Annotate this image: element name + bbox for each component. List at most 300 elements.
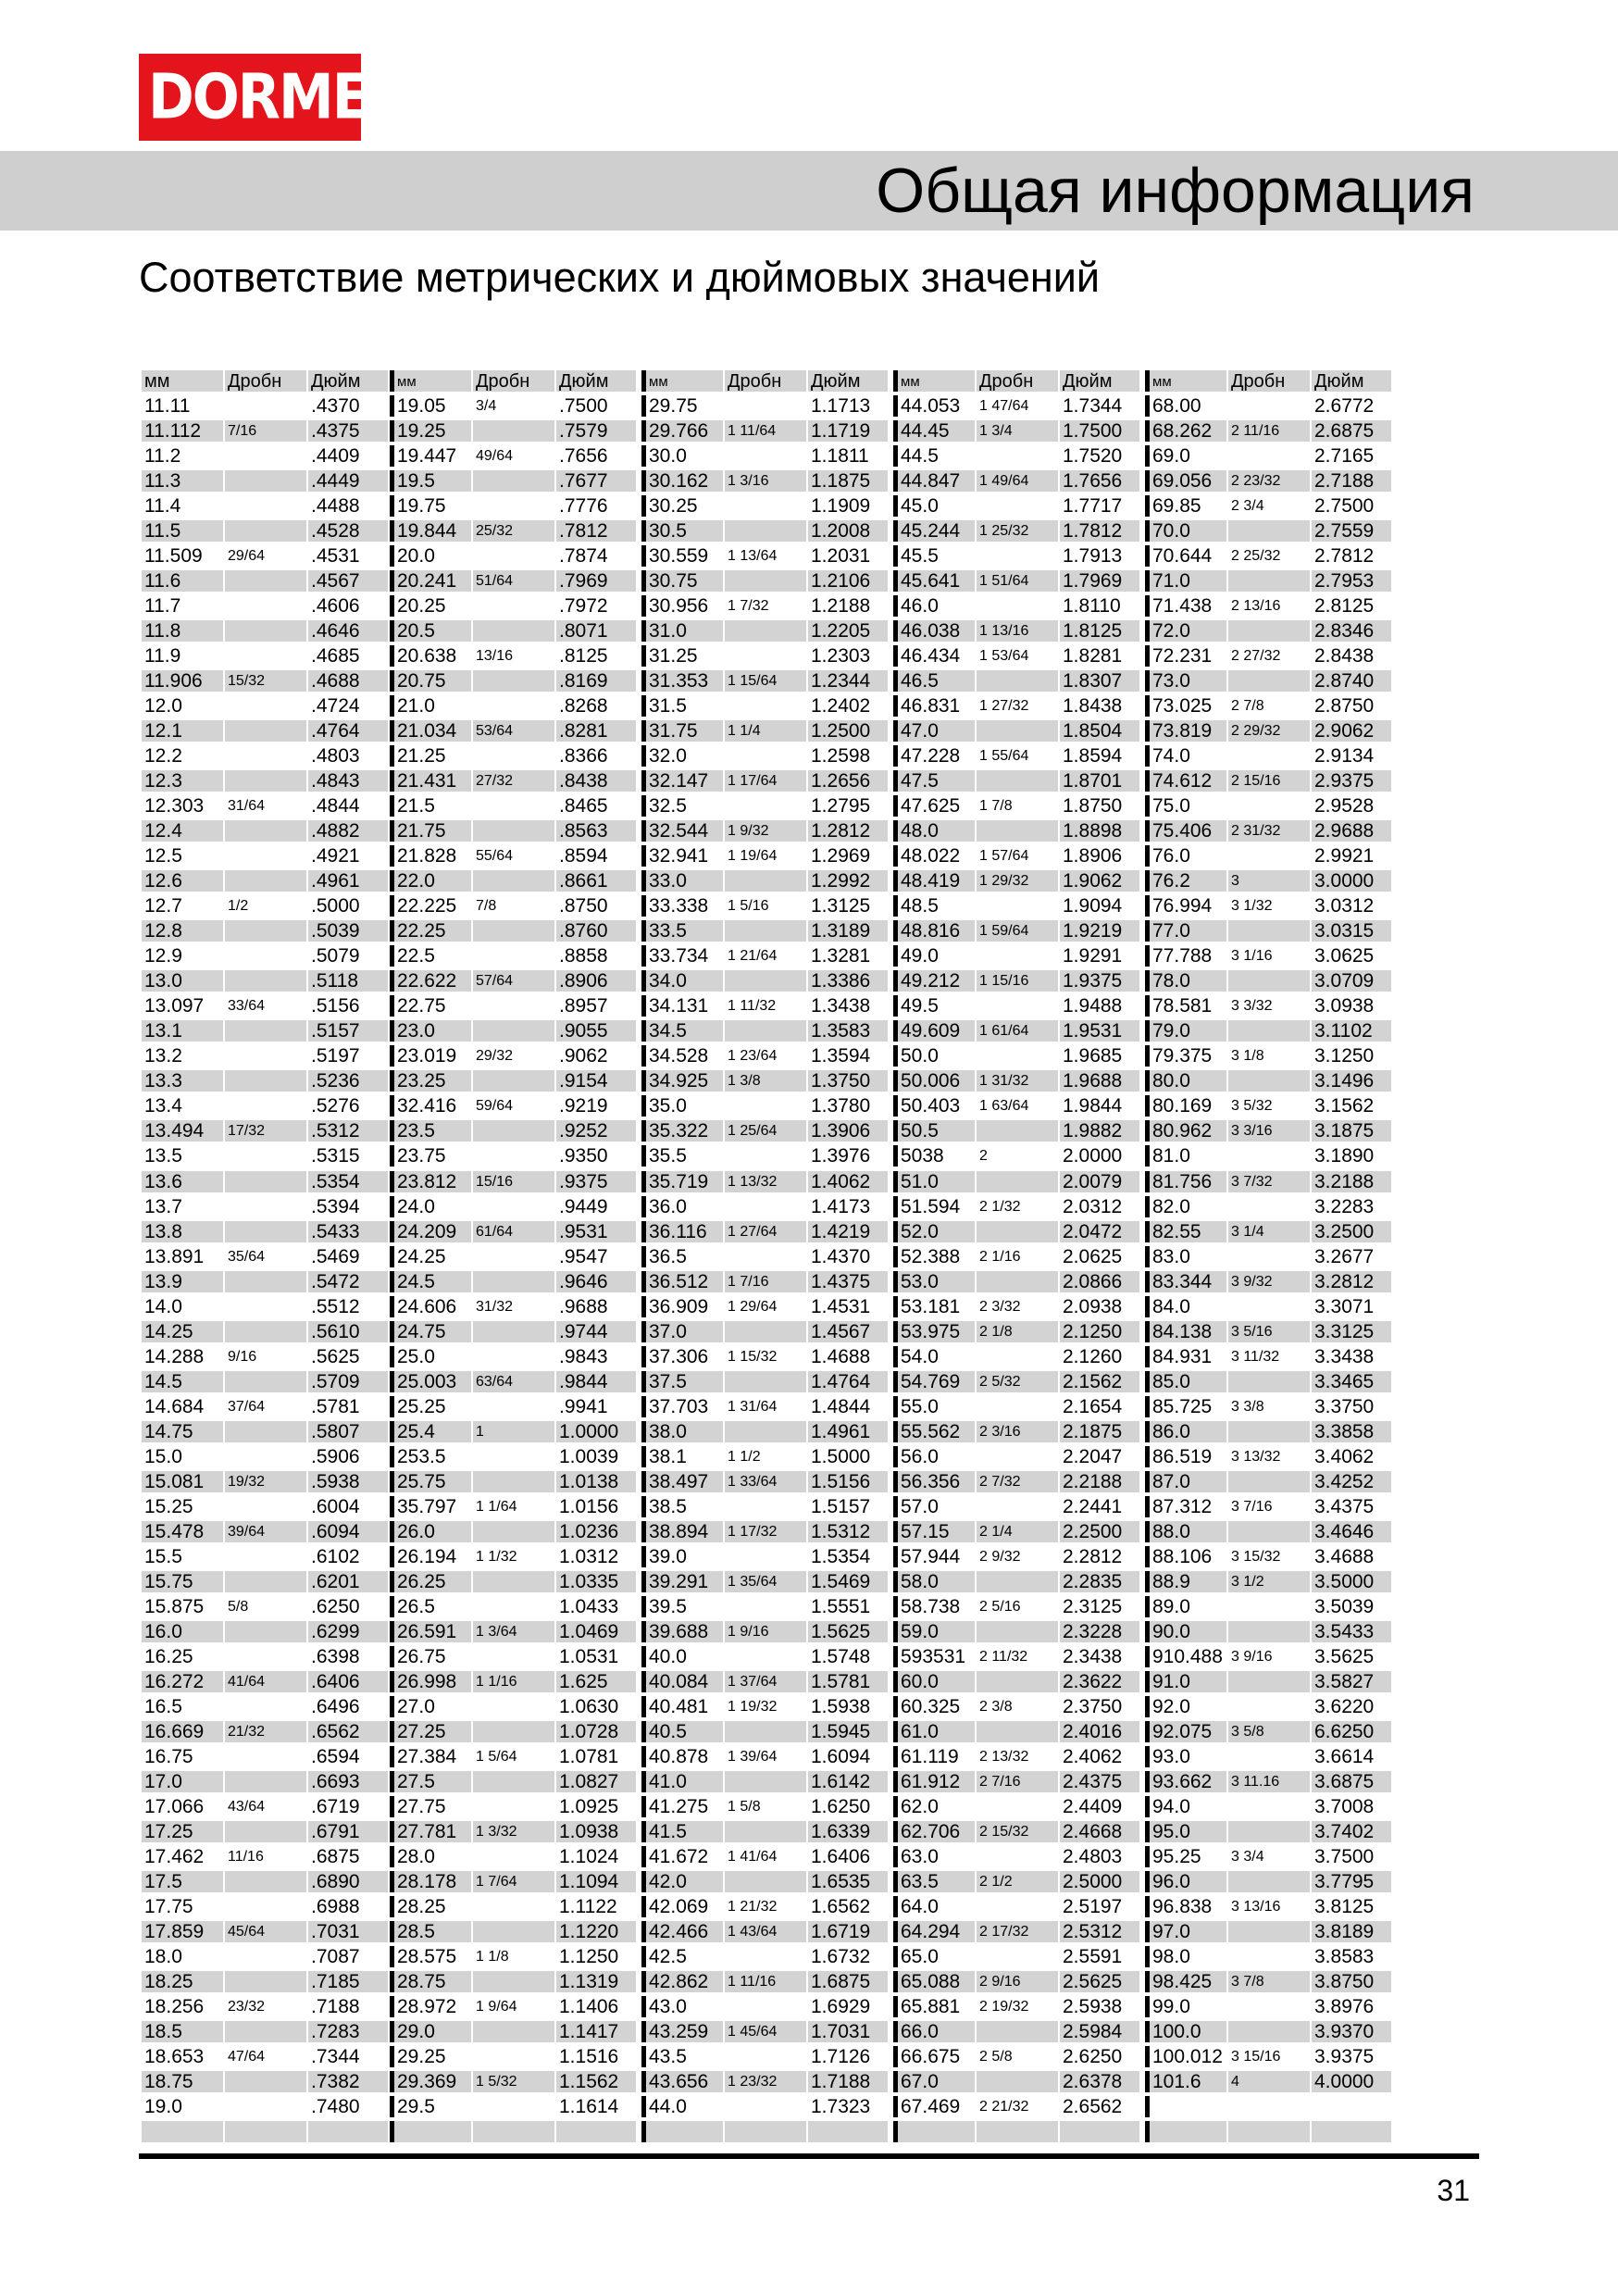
cell-mm: 71.438 bbox=[1145, 595, 1226, 617]
cell-frac: 3 3/4 bbox=[1228, 1846, 1310, 1867]
cell-frac: 1 55/64 bbox=[977, 745, 1058, 767]
cell-frac: 1 5/32 bbox=[473, 2071, 554, 2092]
cell-frac: 55/64 bbox=[473, 845, 554, 867]
cell-inch: 2.7812 bbox=[1312, 545, 1391, 567]
cell-mm: 13.9 bbox=[142, 1271, 223, 1292]
cell-inch: 2.1654 bbox=[1060, 1396, 1139, 1417]
cell-inch: 1.6339 bbox=[808, 1821, 888, 1842]
cell-inch: 2.8750 bbox=[1312, 695, 1391, 717]
cell-inch: 1.2969 bbox=[808, 845, 888, 867]
cell-mm: 85.725 bbox=[1145, 1396, 1226, 1417]
cell-mm: 41.0 bbox=[641, 1771, 723, 1792]
cell-frac bbox=[1228, 1145, 1310, 1167]
cell-inch: 3.3465 bbox=[1312, 1371, 1391, 1392]
table-row bbox=[142, 2021, 1396, 2046]
cell-mm: 40.481 bbox=[641, 1696, 723, 1717]
cell-frac bbox=[977, 1396, 1058, 1417]
cell-inch: 1.9882 bbox=[1060, 1120, 1139, 1142]
cell-mm: 40.0 bbox=[641, 1646, 723, 1667]
cell-inch: .7776 bbox=[556, 495, 636, 517]
cell-frac bbox=[725, 1020, 806, 1042]
cell-frac bbox=[473, 620, 554, 642]
cell-frac: 1 57/64 bbox=[977, 845, 1058, 867]
cell-mm: 73.819 bbox=[1145, 720, 1226, 742]
cell-frac: 7/16 bbox=[225, 420, 306, 442]
cell-inch: 1.9685 bbox=[1060, 1045, 1139, 1067]
cell-inch: 3.5039 bbox=[1312, 1596, 1391, 1617]
cell-frac: 1 1/2 bbox=[725, 1446, 806, 1467]
cell-mm: 75.406 bbox=[1145, 820, 1226, 842]
cell-inch: .6250 bbox=[308, 1596, 388, 1617]
cell-inch: 1.1719 bbox=[808, 420, 888, 442]
cell-inch: 1.8307 bbox=[1060, 670, 1139, 692]
cell-inch: 3.1102 bbox=[1312, 1020, 1391, 1042]
cell-inch bbox=[1312, 2121, 1391, 2142]
cell-inch: .5472 bbox=[308, 1271, 388, 1292]
cell-inch: .8125 bbox=[556, 645, 636, 667]
cell-mm: 82.0 bbox=[1145, 1196, 1226, 1217]
cell-frac: 57/64 bbox=[473, 970, 554, 992]
cell-frac bbox=[977, 1721, 1058, 1742]
cell-frac: 2 5/16 bbox=[977, 1596, 1058, 1617]
cell-mm: 12.1 bbox=[142, 720, 223, 742]
cell-inch: 2.9062 bbox=[1312, 720, 1391, 742]
cell-inch: 1.8438 bbox=[1060, 695, 1139, 717]
cell-frac bbox=[225, 1571, 306, 1592]
cell-mm: 11.4 bbox=[142, 495, 223, 517]
cell-frac bbox=[473, 545, 554, 567]
cell-inch: 2.6875 bbox=[1312, 420, 1391, 442]
cell-inch bbox=[556, 2121, 636, 2142]
cell-frac: 1 29/32 bbox=[977, 870, 1058, 892]
cell-inch: 3.4062 bbox=[1312, 1446, 1391, 1467]
cell-mm: 51.0 bbox=[893, 1171, 975, 1192]
cell-mm: 13.5 bbox=[142, 1145, 223, 1167]
cell-mm: 14.0 bbox=[142, 1296, 223, 1317]
cell-frac bbox=[725, 520, 806, 542]
cell-inch: 2.9134 bbox=[1312, 745, 1391, 767]
table-header-row bbox=[142, 370, 1396, 395]
cell-frac: 2 7/32 bbox=[977, 1471, 1058, 1492]
cell-mm: 91.0 bbox=[1145, 1671, 1226, 1692]
cell-inch bbox=[808, 2121, 888, 2142]
cell-frac: 1 11/16 bbox=[725, 1971, 806, 1992]
cell-inch: 3.7795 bbox=[1312, 1871, 1391, 1892]
cell-mm: 93.0 bbox=[1145, 1746, 1226, 1767]
table-row bbox=[142, 1471, 1396, 1496]
cell-inch: 1.9094 bbox=[1060, 895, 1139, 917]
cell-frac: 39/64 bbox=[225, 1521, 306, 1542]
cell-frac bbox=[225, 820, 306, 842]
cell-mm: 36.512 bbox=[641, 1271, 723, 1292]
cell-mm: 13.1 bbox=[142, 1020, 223, 1042]
cell-inch: 1.2656 bbox=[808, 770, 888, 792]
cell-mm: 36.5 bbox=[641, 1246, 723, 1267]
cell-mm: 36.0 bbox=[641, 1196, 723, 1217]
cell-inch: 3.5625 bbox=[1312, 1646, 1391, 1667]
cell-mm: 44.053 bbox=[893, 395, 975, 417]
cell-inch: 2.1250 bbox=[1060, 1321, 1139, 1342]
cell-inch: 1.0138 bbox=[556, 1471, 636, 1492]
cell-inch: .7677 bbox=[556, 470, 636, 492]
cell-inch: .9449 bbox=[556, 1196, 636, 1217]
cell-inch: 1.8504 bbox=[1060, 720, 1139, 742]
cell-frac bbox=[725, 620, 806, 642]
cell-inch: .9547 bbox=[556, 1246, 636, 1267]
cell-mm: 14.288 bbox=[142, 1346, 223, 1367]
cell-mm: 46.5 bbox=[893, 670, 975, 692]
cell-mm: 20.638 bbox=[390, 645, 471, 667]
cell-mm: 62.0 bbox=[893, 1796, 975, 1817]
cell-mm: 66.0 bbox=[893, 2021, 975, 2042]
cell-mm: 69.056 bbox=[1145, 470, 1226, 492]
cell-inch: .6875 bbox=[308, 1846, 388, 1867]
cell-inch: 1.9219 bbox=[1060, 920, 1139, 942]
cell-mm: 32.941 bbox=[641, 845, 723, 867]
cell-frac bbox=[473, 1145, 554, 1167]
cell-inch: 2.9528 bbox=[1312, 795, 1391, 817]
cell-inch: 1.6406 bbox=[808, 1846, 888, 1867]
cell-frac: 45/64 bbox=[225, 1921, 306, 1942]
cell-inch: 2.8346 bbox=[1312, 620, 1391, 642]
cell-mm: 67.0 bbox=[893, 2071, 975, 2092]
cell-frac bbox=[225, 620, 306, 642]
cell-inch: 2.7500 bbox=[1312, 495, 1391, 517]
table-row bbox=[142, 1596, 1396, 1621]
cell-mm: 84.138 bbox=[1145, 1321, 1226, 1342]
cell-frac bbox=[725, 1821, 806, 1842]
cell-frac: 21/32 bbox=[225, 1721, 306, 1742]
cell-frac: 3 9/32 bbox=[1228, 1271, 1310, 1292]
header-frac: Дробн bbox=[725, 370, 806, 392]
cell-frac: 1 25/32 bbox=[977, 520, 1058, 542]
cell-frac bbox=[977, 1846, 1058, 1867]
cell-frac bbox=[977, 1946, 1058, 1967]
cell-mm: 38.497 bbox=[641, 1471, 723, 1492]
cell-frac bbox=[473, 1321, 554, 1342]
table-row bbox=[142, 870, 1396, 895]
cell-inch: 2.4668 bbox=[1060, 1821, 1139, 1842]
cell-inch: .7500 bbox=[556, 395, 636, 417]
cell-inch: 3.0709 bbox=[1312, 970, 1391, 992]
cell-mm: 74.0 bbox=[1145, 745, 1226, 767]
cell-inch: 3.6614 bbox=[1312, 1746, 1391, 1767]
cell-inch: 1.0335 bbox=[556, 1571, 636, 1592]
cell-frac bbox=[473, 745, 554, 767]
cell-frac bbox=[1228, 570, 1310, 592]
cell-inch: 1.2008 bbox=[808, 520, 888, 542]
table-row bbox=[142, 1171, 1396, 1196]
cell-inch: 2.3622 bbox=[1060, 1671, 1139, 1692]
cell-mm: 29.0 bbox=[390, 2021, 471, 2042]
cell-mm: 19.844 bbox=[390, 520, 471, 542]
cell-frac: 2 7/16 bbox=[977, 1771, 1058, 1792]
cell-inch: 3.8583 bbox=[1312, 1946, 1391, 1967]
cell-mm: 11.5 bbox=[142, 520, 223, 542]
table-row bbox=[142, 1746, 1396, 1771]
cell-inch: 1.0000 bbox=[556, 1421, 636, 1442]
cell-inch: 1.3594 bbox=[808, 1045, 888, 1067]
cell-frac: 2 25/32 bbox=[1228, 545, 1310, 567]
cell-mm: 32.544 bbox=[641, 820, 723, 842]
cell-inch: 1.4219 bbox=[808, 1221, 888, 1242]
cell-mm: 42.0 bbox=[641, 1871, 723, 1892]
cell-frac bbox=[1228, 920, 1310, 942]
cell-inch: 2.5312 bbox=[1060, 1921, 1139, 1942]
cell-inch: .8366 bbox=[556, 745, 636, 767]
cell-frac: 63/64 bbox=[473, 1371, 554, 1392]
cell-frac bbox=[1228, 620, 1310, 642]
cell-inch: 3.4252 bbox=[1312, 1471, 1391, 1492]
cell-inch: .4488 bbox=[308, 495, 388, 517]
cell-frac bbox=[473, 795, 554, 817]
cell-frac: 1 5/64 bbox=[473, 1746, 554, 1767]
cell-inch: .5157 bbox=[308, 1020, 388, 1042]
cell-inch: .6102 bbox=[308, 1546, 388, 1567]
cell-inch bbox=[308, 2121, 388, 2142]
cell-frac bbox=[1228, 1246, 1310, 1267]
cell-mm: 27.5 bbox=[390, 1771, 471, 1792]
cell-inch: .9252 bbox=[556, 1120, 636, 1142]
cell-frac bbox=[977, 1796, 1058, 1817]
table-row bbox=[142, 1946, 1396, 1971]
cell-mm: 30.162 bbox=[641, 470, 723, 492]
cell-mm: 65.0 bbox=[893, 1946, 975, 1967]
cell-inch: 1.0938 bbox=[556, 1821, 636, 1842]
cell-frac: 1 3/32 bbox=[473, 1821, 554, 1842]
cell-mm: 44.5 bbox=[893, 445, 975, 467]
cell-mm: 17.0 bbox=[142, 1771, 223, 1792]
cell-mm: 27.781 bbox=[390, 1821, 471, 1842]
cell-frac bbox=[225, 770, 306, 792]
cell-mm: 45.244 bbox=[893, 520, 975, 542]
cell-inch: .7283 bbox=[308, 2021, 388, 2042]
cell-frac bbox=[977, 1221, 1058, 1242]
cell-inch: 3.8189 bbox=[1312, 1921, 1391, 1942]
cell-inch: .4528 bbox=[308, 520, 388, 542]
cell-mm: 20.241 bbox=[390, 570, 471, 592]
cell-frac: 3 13/32 bbox=[1228, 1446, 1310, 1467]
cell-mm: 34.131 bbox=[641, 995, 723, 1017]
cell-inch: 2.4803 bbox=[1060, 1846, 1139, 1867]
cell-mm: 13.3 bbox=[142, 1070, 223, 1092]
cell-mm: 25.0 bbox=[390, 1346, 471, 1367]
cell-mm: 12.0 bbox=[142, 695, 223, 717]
table-row bbox=[142, 1521, 1396, 1546]
cell-frac: 2 3/32 bbox=[977, 1296, 1058, 1317]
cell-frac: 1 31/64 bbox=[725, 1396, 806, 1417]
cell-inch: 1.1875 bbox=[808, 470, 888, 492]
cell-frac: 2 19/32 bbox=[977, 1996, 1058, 2017]
cell-inch: .5469 bbox=[308, 1246, 388, 1267]
cell-frac bbox=[1228, 670, 1310, 692]
cell-inch: 2.2188 bbox=[1060, 1471, 1139, 1492]
cell-inch: 3.7402 bbox=[1312, 1821, 1391, 1842]
cell-frac bbox=[225, 1421, 306, 1442]
cell-inch: .8760 bbox=[556, 920, 636, 942]
cell-mm: 28.972 bbox=[390, 1996, 471, 2017]
cell-frac: 3 1/8 bbox=[1228, 1045, 1310, 1067]
cell-inch: 1.7913 bbox=[1060, 545, 1139, 567]
cell-inch: .5906 bbox=[308, 1446, 388, 1467]
table-row bbox=[142, 895, 1396, 920]
cell-frac bbox=[1228, 2096, 1310, 2117]
cell-inch: 1.0630 bbox=[556, 1696, 636, 1717]
cell-frac bbox=[725, 1496, 806, 1517]
cell-inch: .8071 bbox=[556, 620, 636, 642]
cell-inch: .6890 bbox=[308, 1871, 388, 1892]
cell-mm: 57.944 bbox=[893, 1546, 975, 1567]
cell-frac: 1 23/32 bbox=[725, 2071, 806, 2092]
cell-frac bbox=[225, 1446, 306, 1467]
cell-frac: 3 1/16 bbox=[1228, 945, 1310, 967]
cell-inch: 1.1406 bbox=[556, 1996, 636, 2017]
cell-mm: 12.6 bbox=[142, 870, 223, 892]
cell-inch: 1.7031 bbox=[808, 2021, 888, 2042]
header-mm: мм bbox=[390, 370, 471, 392]
cell-frac bbox=[725, 445, 806, 467]
cell-inch: .6496 bbox=[308, 1696, 388, 1717]
cell-frac: 59/64 bbox=[473, 1095, 554, 1117]
header-inch: Дюйм bbox=[308, 370, 388, 392]
cell-frac bbox=[225, 1971, 306, 1992]
cell-inch: 1.5354 bbox=[808, 1546, 888, 1567]
cell-frac bbox=[225, 1095, 306, 1117]
cell-inch: 2.8125 bbox=[1312, 595, 1391, 617]
cell-frac bbox=[473, 1070, 554, 1092]
cell-inch: 3.2283 bbox=[1312, 1196, 1391, 1217]
cell-inch: 1.6142 bbox=[808, 1771, 888, 1792]
cell-inch: 3.2812 bbox=[1312, 1271, 1391, 1292]
cell-mm: 17.75 bbox=[142, 1896, 223, 1917]
cell-inch: .5315 bbox=[308, 1145, 388, 1167]
cell-inch: .8661 bbox=[556, 870, 636, 892]
cell-mm: 34.0 bbox=[641, 970, 723, 992]
cell-inch: 2.0938 bbox=[1060, 1296, 1139, 1317]
cell-frac: 1 7/32 bbox=[725, 595, 806, 617]
cell-frac: 1 1/8 bbox=[473, 1946, 554, 1967]
cell-frac: 3 5/32 bbox=[1228, 1095, 1310, 1117]
cell-frac bbox=[977, 1346, 1058, 1367]
cell-mm: 21.0 bbox=[390, 695, 471, 717]
cell-inch: 3.8976 bbox=[1312, 1996, 1391, 2017]
cell-frac bbox=[225, 1045, 306, 1067]
cell-mm: 45.0 bbox=[893, 495, 975, 517]
table-row bbox=[142, 2046, 1396, 2071]
table-row bbox=[142, 770, 1396, 795]
cell-mm: 15.081 bbox=[142, 1471, 223, 1492]
cell-frac: 2 27/32 bbox=[1228, 645, 1310, 667]
table-row bbox=[142, 1070, 1396, 1095]
cell-frac: 15/16 bbox=[473, 1171, 554, 1192]
cell-inch: 1.9291 bbox=[1060, 945, 1139, 967]
table-row bbox=[142, 820, 1396, 845]
cell-mm: 27.384 bbox=[390, 1746, 471, 1767]
cell-frac: 35/64 bbox=[225, 1246, 306, 1267]
cell-frac: 1 1/64 bbox=[473, 1496, 554, 1517]
cell-inch: 1.5000 bbox=[808, 1446, 888, 1467]
cell-inch: 3.7500 bbox=[1312, 1846, 1391, 1867]
cell-inch: .8957 bbox=[556, 995, 636, 1017]
cell-mm: 13.0 bbox=[142, 970, 223, 992]
cell-inch: 1.2205 bbox=[808, 620, 888, 642]
cell-mm: 42.466 bbox=[641, 1921, 723, 1942]
cell-inch: .5312 bbox=[308, 1120, 388, 1142]
cell-mm: 25.75 bbox=[390, 1471, 471, 1492]
cell-inch: 1.8125 bbox=[1060, 620, 1139, 642]
cell-inch: 1.6719 bbox=[808, 1921, 888, 1942]
cell-frac: 1 19/32 bbox=[725, 1696, 806, 1717]
cell-mm: 74.612 bbox=[1145, 770, 1226, 792]
cell-frac bbox=[225, 1196, 306, 1217]
cell-inch: .5156 bbox=[308, 995, 388, 1017]
cell-frac: 1 15/32 bbox=[725, 1346, 806, 1367]
cell-frac: 7/8 bbox=[473, 895, 554, 917]
cell-frac: 31/64 bbox=[225, 795, 306, 817]
cell-mm: 21.431 bbox=[390, 770, 471, 792]
cell-frac bbox=[473, 1596, 554, 1617]
cell-mm: 37.703 bbox=[641, 1396, 723, 1417]
cell-frac bbox=[473, 470, 554, 492]
cell-inch: 2.5591 bbox=[1060, 1946, 1139, 1967]
table-row bbox=[142, 1271, 1396, 1296]
cell-frac: 3 7/16 bbox=[1228, 1496, 1310, 1517]
cell-mm bbox=[390, 2121, 471, 2142]
cell-inch: 2.4016 bbox=[1060, 1721, 1139, 1742]
cell-frac: 2 13/32 bbox=[977, 1746, 1058, 1767]
cell-frac bbox=[225, 1621, 306, 1642]
cell-inch: .4409 bbox=[308, 445, 388, 467]
cell-inch: 1.1122 bbox=[556, 1896, 636, 1917]
cell-frac: 1 63/64 bbox=[977, 1095, 1058, 1117]
cell-inch: 3.2677 bbox=[1312, 1246, 1391, 1267]
cell-mm: 28.178 bbox=[390, 1871, 471, 1892]
cell-inch: .7087 bbox=[308, 1946, 388, 1967]
cell-inch: .5236 bbox=[308, 1070, 388, 1092]
cell-inch: .8281 bbox=[556, 720, 636, 742]
cell-inch: .5000 bbox=[308, 895, 388, 917]
cell-inch: 1.5469 bbox=[808, 1571, 888, 1592]
cell-mm: 11.7 bbox=[142, 595, 223, 617]
cell-frac: 1 5/8 bbox=[725, 1796, 806, 1817]
cell-mm: 81.756 bbox=[1145, 1171, 1226, 1192]
header-inch: Дюйм bbox=[1060, 370, 1139, 392]
table-row bbox=[142, 695, 1396, 720]
cell-inch: 1.5748 bbox=[808, 1646, 888, 1667]
cell-frac: 1 17/32 bbox=[725, 1521, 806, 1542]
cell-frac: 1 25/64 bbox=[725, 1120, 806, 1142]
cell-mm: 77.0 bbox=[1145, 920, 1226, 942]
cell-mm: 13.494 bbox=[142, 1120, 223, 1142]
cell-frac bbox=[977, 1496, 1058, 1517]
cell-mm: 71.0 bbox=[1145, 570, 1226, 592]
cell-mm: 61.119 bbox=[893, 1746, 975, 1767]
cell-mm: 16.0 bbox=[142, 1621, 223, 1642]
cell-inch: 1.4062 bbox=[808, 1171, 888, 1192]
cell-mm: 58.0 bbox=[893, 1571, 975, 1592]
page-subtitle: Соответствие метрических и дюймовых значений bbox=[139, 254, 1101, 301]
cell-mm: 80.169 bbox=[1145, 1095, 1226, 1117]
cell-inch: 2.0079 bbox=[1060, 1171, 1139, 1192]
cell-frac: 11/16 bbox=[225, 1846, 306, 1867]
cell-inch: 1.1614 bbox=[556, 2096, 636, 2117]
cell-inch: 1.4370 bbox=[808, 1246, 888, 1267]
cell-frac bbox=[977, 770, 1058, 792]
cell-mm: 54.0 bbox=[893, 1346, 975, 1367]
cell-inch: 1.2188 bbox=[808, 595, 888, 617]
cell-frac bbox=[1228, 1921, 1310, 1942]
table-row bbox=[142, 1771, 1396, 1796]
